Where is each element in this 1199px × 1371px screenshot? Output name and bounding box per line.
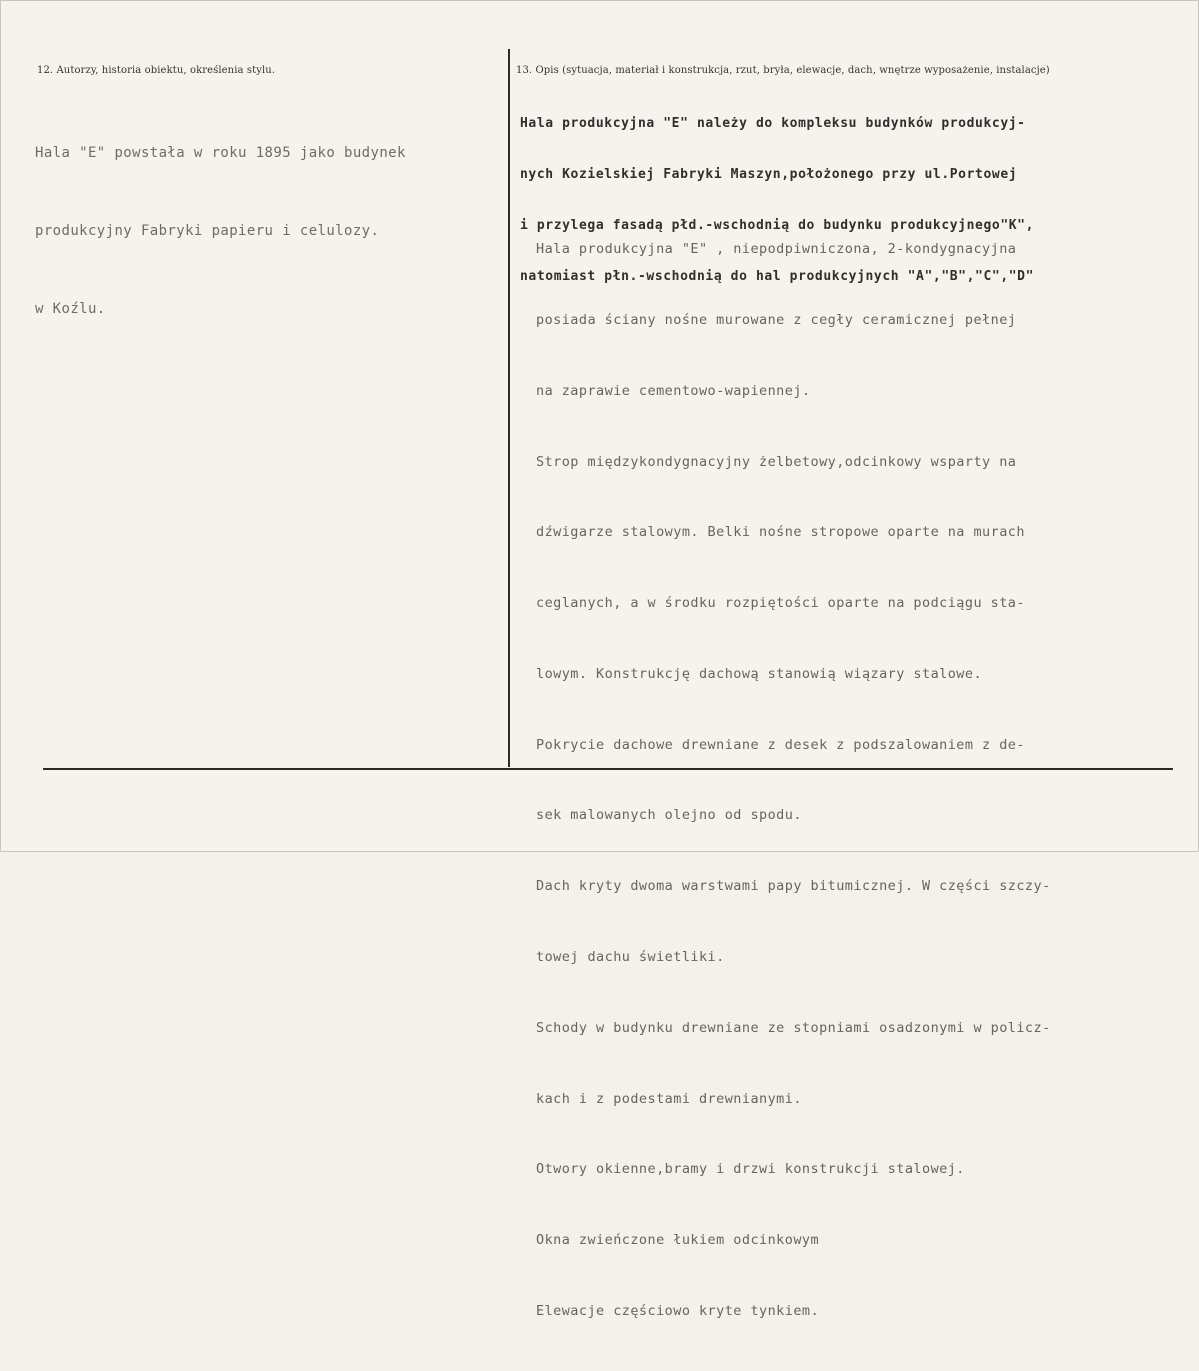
body-line: lowym. Konstrukcję dachową stanowią wiązary stalowe. <box>536 665 983 682</box>
body-line: na zaprawie cementowo-wapiennej. <box>536 382 811 399</box>
body-line: Dach kryty dwoma warstwami papy bitumicznej. W części szczy- <box>536 878 1051 895</box>
body-line: Otwory okienne,bramy i drzwi konstrukcji stalowej. <box>536 1161 965 1178</box>
section-13-heading: 13. Opis (sytuacja, materiał i konstrukcja, rzut, bryła, elewacje, dach, wnętrze wyposażenie, instalacje) <box>516 65 1050 76</box>
section-12-line: Hala "E" powstała w roku 1895 jako budynek <box>35 145 406 161</box>
body-line: Strop międzykondygnacyjny żelbetowy,odcinkowy wsparty na <box>536 453 1017 470</box>
body-line: towej dachu świetliki. <box>536 949 725 965</box>
body-line: Pokrycie dachowe drewniane z desek z podszalowaniem z de- <box>536 736 1025 753</box>
body-line: dźwigarze stalowym. Belki nośne stropowe oparte na murach <box>536 524 1025 541</box>
section-13-body <box>536 191 1051 1371</box>
column-divider <box>508 49 510 767</box>
intro-line: Hala produkcyjna "E" należy do kompleksu budynków produkcyj- <box>520 116 1026 131</box>
section-12-line: produkcyjny Fabryki papieru i celulozy. <box>35 223 380 239</box>
body-line: Schody w budynku drewniane ze stopniami osadzonymi w policz- <box>536 1019 1051 1036</box>
body-line: ceglanych, a w środku rozpiętości oparte na podciągu sta- <box>536 595 1025 612</box>
body-line: sek malowanych olejno od spodu. <box>536 807 802 824</box>
body-line: posiada ściany nośne murowane z cegły ceramicznej pełnej <box>536 311 1017 328</box>
body-line: Elewacje częściowo kryte tynkiem. <box>536 1302 820 1319</box>
intro-line: nych Kozielskiej Fabryki Maszyn,położonego przy ul.Portowej <box>520 167 1018 182</box>
body-line: Okna zwieńczone łukiem odcinkowym <box>536 1232 820 1249</box>
body-line: Hala produkcyjna "E" , niepodpiwniczona, 2-kondygnacyjna <box>536 241 1017 258</box>
intro-line: i przylega fasadą płd.-wschodnią do budynku produkcyjnego"K", <box>520 218 1035 233</box>
body-line: kach i z podestami drewnianymi. <box>536 1090 802 1107</box>
section-12-line: w Koźlu. <box>35 301 106 317</box>
intro-line: natomiast płn.-wschodnią do hal produkcyjnych "A","B","C","D" <box>520 269 1035 284</box>
section-12-text <box>35 88 406 374</box>
section-12-heading: 12. Autorzy, historia obiektu, określenia stylu. <box>37 65 276 76</box>
